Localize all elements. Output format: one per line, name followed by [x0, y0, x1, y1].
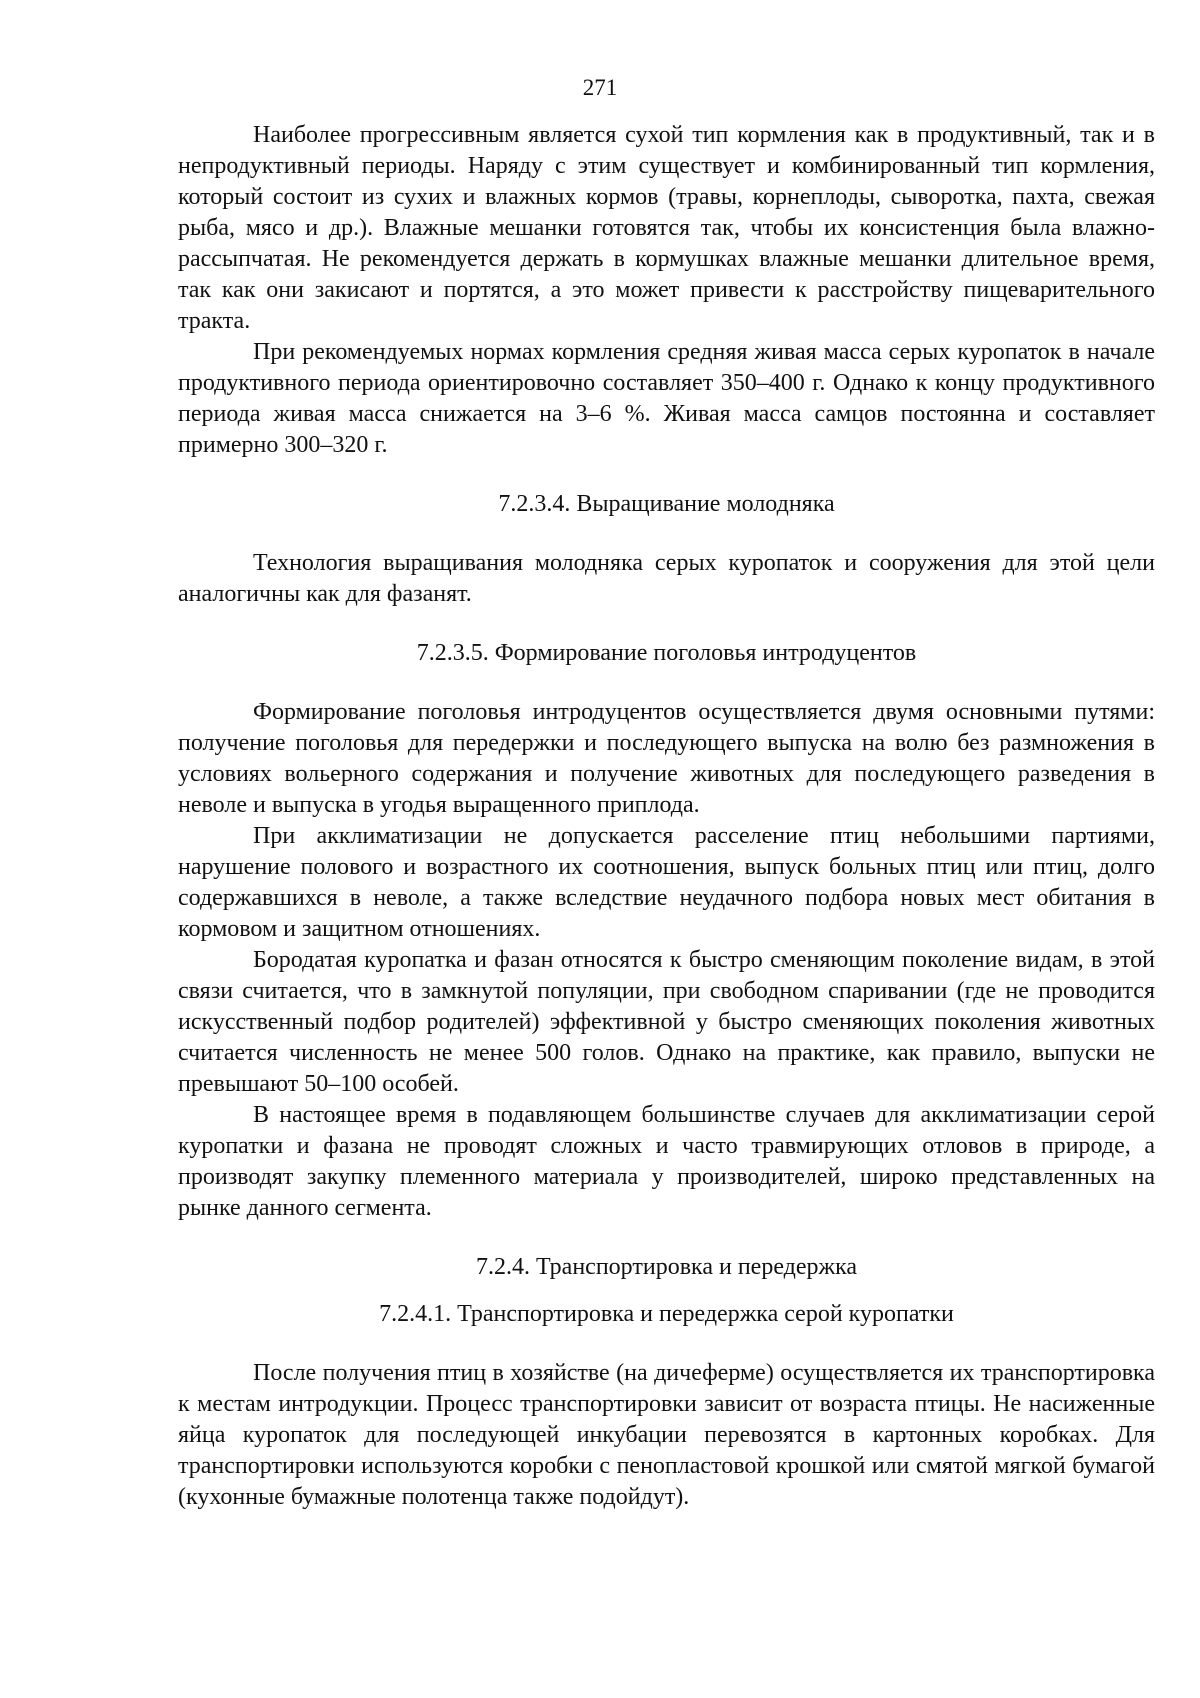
- paragraph: Технология выращивания молодняка серых куропаток и сооружения для этой цели аналогичны как для фазанят.: [178, 550, 1155, 607]
- page-number: 271: [582, 75, 618, 100]
- subsection-heading: 7.2.4.1. Транспортировка и передержка серой куропатки: [379, 1301, 954, 1327]
- section-heading: 7.2.3.5. Формирование поголовья интродуцентов: [416, 640, 917, 666]
- paragraph: В настоящее время в подавляющем большинстве случаев для акклиматизации серой куропатки и фазана не проводят сложных и часто травмирующих отловов в природе, а производят закупку племенного материала у производителей, широко представленных на рынке данного сегмента.: [178, 1102, 1155, 1221]
- paragraph: При рекомендуемых нормах кормления средняя живая масса серых куропаток в начале продуктивного периода ориентировочно составляет 350–400 г. Однако к концу продуктивного периода живая масса снижается на 3–6 %. Живая масса самцов постоянна и составляет примерно 300–320 г.: [178, 339, 1155, 458]
- section-heading: 7.2.3.4. Выращивание молодняка: [498, 491, 835, 517]
- paragraph: Бородатая куропатка и фазан относятся к быстро сменяющим поколение видам, в этой связи считается, что в замкнутой популяции, при свободном спаривании (где не проводится искусственный подбор родителей) эффективной у быстро сменяющих поколения животных считается численность не менее 500 голов. Однако на практике, как правило, выпуски не превышают 50–100 особей.: [178, 947, 1155, 1097]
- section-heading: 7.2.4. Транспортировка и передержка: [475, 1254, 858, 1280]
- document-body: [178, 120, 1155, 1513]
- paragraph: После получения птиц в хозяйстве (на дичеферме) осуществляется их транспортировка к местам интродукции. Процесс транспортировки зависит от возраста птицы. Не насиженные яйца куропаток для последующей инкубации перевозятся в картонных коробках. Для транспортировки используются коробки с пенопластовой крошкой или смятой мягкой бумагой (кухонные бумажные полотенца также подойдут).: [178, 1360, 1155, 1510]
- paragraph: Формирование поголовья интродуцентов осуществляется двумя основными путями: получение поголовья для передержки и последующего выпуска на волю без размножения в условиях вольерного содержания и получение животных для последующего разведения в неволе и выпуска в угодья выращенного приплода.: [178, 699, 1155, 818]
- paragraph: Наиболее прогрессивным является сухой тип кормления как в продуктивный, так и в непродуктивный периоды. Наряду с этим существует и комбинированный тип кормления, который состоит из сухих и влажных кормов (травы, корнеплоды, сыворотка, пахта, свежая рыба, мясо и др.). Влажные мешанки готовятся так, чтобы их консистенция была влажно-рассыпчатая. Не рекомендуется держать в кормушках влажные мешанки длительное время, так как они закисают и портятся, а это может привести к расстройству пищеварительного тракта.: [178, 122, 1155, 334]
- paragraph: При акклиматизации не допускается расселение птиц небольшими партиями, нарушение полового и возрастного их соотношения, выпуск больных птиц или птиц, долго содержавшихся в неволе, а также вследствие неудачного подбора новых мест обитания в кормовом и защитном отношениях.: [178, 823, 1155, 942]
